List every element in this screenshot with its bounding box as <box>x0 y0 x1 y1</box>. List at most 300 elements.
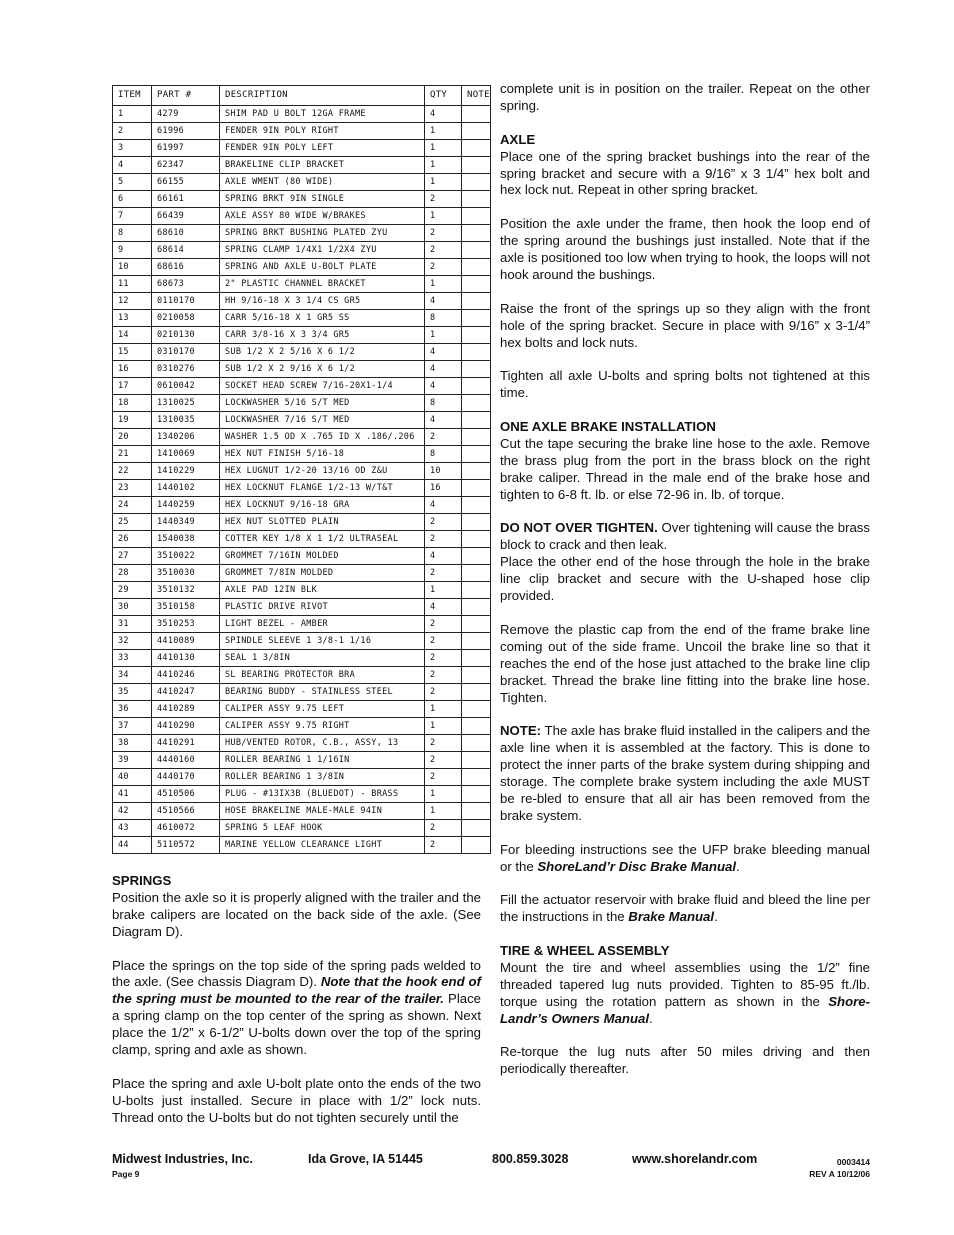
qty-cell: 2 <box>425 735 462 752</box>
part-number-cell: 4510566 <box>152 803 220 820</box>
part-number-cell: 1410069 <box>152 446 220 463</box>
table-row <box>113 514 491 531</box>
note-cell <box>462 820 491 837</box>
note-cell <box>462 446 491 463</box>
description-cell: HUB/VENTED ROTOR, C.B., ASSY, 13 <box>220 735 425 752</box>
item-cell: 10 <box>113 259 152 276</box>
table-row <box>113 106 491 123</box>
description-cell: PLUG - #13IX3B (BLUEDOT) - BRASS <box>220 786 425 803</box>
brake-p6-text: Fill the actuator reservoir with brake fluid and bleed the line per the instructions in the <box>500 892 870 925</box>
table-row <box>113 378 491 395</box>
description-cell: HEX LUGNUT 1/2-20 13/16 OD Z&U <box>220 463 425 480</box>
item-cell: 19 <box>113 412 152 429</box>
springs-paragraph-2 <box>112 958 481 1059</box>
table-row <box>113 327 491 344</box>
table-row <box>113 412 491 429</box>
part-number-cell: 4510506 <box>152 786 220 803</box>
table-row <box>113 582 491 599</box>
part-number-cell: 1340206 <box>152 429 220 446</box>
item-cell: 44 <box>113 837 152 854</box>
table-row <box>113 616 491 633</box>
note-cell <box>462 684 491 701</box>
tire-paragraph-1 <box>500 960 870 1028</box>
description-cell: HEX LOCKNUT FLANGE 1/2-13 W/T&T <box>220 480 425 497</box>
tire-paragraph-2: Re-torque the lug nuts after 50 miles driving and then periodically thereafter. <box>500 1044 870 1077</box>
item-cell: 32 <box>113 633 152 650</box>
brake-paragraph-1: Cut the tape securing the brake line hose to the axle. Remove the brass plug from the port in the brass block on the right brake caliper. Thread in the male end of the brake hose and tighten to 6-8 ft. lb. or else 72-96 in. lb. of torque. <box>500 435 870 502</box>
qty-cell: 4 <box>425 497 462 514</box>
part-number-cell: 4410291 <box>152 735 220 752</box>
note-cell <box>462 361 491 378</box>
item-cell: 22 <box>113 463 152 480</box>
footer-city: Ida Grove, IA 51445 <box>308 1152 423 1166</box>
table-row <box>113 480 491 497</box>
springs-paragraph-3: Place the spring and axle U-bolt plate onto the ends of the two U-bolts just installed. Secure in place with 1/2” lock nuts. Thread onto the U-bolts but do not tighten securely until the <box>112 1075 481 1125</box>
qty-cell: 2 <box>425 429 462 446</box>
description-cell: CALIPER ASSY 9.75 RIGHT <box>220 718 425 735</box>
qty-cell: 2 <box>425 667 462 684</box>
table-row <box>113 599 491 616</box>
table-row <box>113 548 491 565</box>
left-text-column <box>112 873 481 1127</box>
right-text-column <box>500 81 870 1078</box>
note-cell <box>462 599 491 616</box>
qty-cell: 1 <box>425 157 462 174</box>
part-number-cell: 4440170 <box>152 769 220 786</box>
table-row <box>113 174 491 191</box>
note-cell <box>462 514 491 531</box>
table-row <box>113 769 491 786</box>
part-number-cell: 3510253 <box>152 616 220 633</box>
description-cell: LOCKWASHER 5/16 S/T MED <box>220 395 425 412</box>
qty-cell: 1 <box>425 718 462 735</box>
note-cell <box>462 531 491 548</box>
note-cell <box>462 769 491 786</box>
part-number-cell: 1410229 <box>152 463 220 480</box>
item-cell: 36 <box>113 701 152 718</box>
brake-manual-ref-2: Brake Manual <box>628 909 715 925</box>
part-number-cell: 3510022 <box>152 548 220 565</box>
note-cell <box>462 667 491 684</box>
tire-p1-text: Mount the tire and wheel assemblies using the 1/2” fine threaded tapered lug nuts provided. Tighten to 85-95 ft./lb. torque using the rotation pattern as shown in the <box>500 959 870 1009</box>
springs-p2-emphasis: Note that the hook end of the spring must be mounted to the rear of the trailer. <box>112 974 481 1007</box>
table-row <box>113 701 491 718</box>
description-cell: FENDER 9IN POLY RIGHT <box>220 123 425 140</box>
note-cell <box>462 310 491 327</box>
qty-cell: 4 <box>425 378 462 395</box>
qty-cell: 4 <box>425 106 462 123</box>
note-cell <box>462 565 491 582</box>
description-cell: PLASTIC DRIVE RIVOT <box>220 599 425 616</box>
table-row <box>113 786 491 803</box>
note-cell <box>462 718 491 735</box>
table-row <box>113 531 491 548</box>
table-row <box>113 463 491 480</box>
item-cell: 20 <box>113 429 152 446</box>
header-note: NOTE <box>462 86 491 106</box>
table-row <box>113 361 491 378</box>
description-cell: SHIM PAD U BOLT 12GA FRAME <box>220 106 425 123</box>
part-number-cell: 1540038 <box>152 531 220 548</box>
note-cell <box>462 395 491 412</box>
item-cell: 8 <box>113 225 152 242</box>
description-cell: SPRING BRKT 9IN SINGLE <box>220 191 425 208</box>
description-cell: COTTER KEY 1/8 X 1 1/2 ULTRASEAL <box>220 531 425 548</box>
brake-note-label: NOTE: <box>500 723 542 739</box>
qty-cell: 16 <box>425 480 462 497</box>
description-cell: GROMMET 7/16IN MOLDED <box>220 548 425 565</box>
description-cell: ROLLER BEARING 1 1/16IN <box>220 752 425 769</box>
table-row <box>113 446 491 463</box>
table-row <box>113 140 491 157</box>
qty-cell: 8 <box>425 395 462 412</box>
part-number-cell: 1310035 <box>152 412 220 429</box>
qty-cell: 1 <box>425 327 462 344</box>
qty-cell: 1 <box>425 276 462 293</box>
brake-p2-text: Over tightening will cause the brass block to crack and then leak. <box>500 520 870 553</box>
table-row <box>113 208 491 225</box>
description-cell: HEX LOCKNUT 9/16-18 GRA <box>220 497 425 514</box>
brake-paragraph-5 <box>500 842 870 876</box>
description-cell: WASHER 1.5 OD X .765 ID X .186/.206 <box>220 429 425 446</box>
item-cell: 2 <box>113 123 152 140</box>
table-row <box>113 718 491 735</box>
table-row <box>113 735 491 752</box>
qty-cell: 1 <box>425 174 462 191</box>
note-cell <box>462 276 491 293</box>
note-cell <box>462 344 491 361</box>
part-number-cell: 0110170 <box>152 293 220 310</box>
qty-cell: 2 <box>425 684 462 701</box>
note-cell <box>462 140 491 157</box>
description-cell: SPRING BRKT BUSHING PLATED ZYU <box>220 225 425 242</box>
item-cell: 17 <box>113 378 152 395</box>
header-description: DESCRIPTION <box>220 86 425 106</box>
description-cell: ROLLER BEARING 1 3/8IN <box>220 769 425 786</box>
part-number-cell: 1310025 <box>152 395 220 412</box>
footer-revision: REV A 10/12/06 <box>809 1169 870 1179</box>
part-number-cell: 0310276 <box>152 361 220 378</box>
table-row <box>113 225 491 242</box>
item-cell: 35 <box>113 684 152 701</box>
item-cell: 29 <box>113 582 152 599</box>
description-cell: HEX NUT SLOTTED PLAIN <box>220 514 425 531</box>
continued-paragraph: complete unit is in position on the trailer. Repeat on the other spring. <box>500 81 870 113</box>
table-row <box>113 837 491 854</box>
qty-cell: 4 <box>425 344 462 361</box>
note-cell <box>462 412 491 429</box>
qty-cell: 4 <box>425 548 462 565</box>
springs-p2-text: Place the springs on the top side of the spring pads welded to the axle. (See chassis Diagram D). <box>112 957 481 990</box>
brake-p6-end: . <box>714 909 718 925</box>
qty-cell: 2 <box>425 225 462 242</box>
item-cell: 24 <box>113 497 152 514</box>
item-cell: 25 <box>113 514 152 531</box>
item-cell: 5 <box>113 174 152 191</box>
item-cell: 33 <box>113 650 152 667</box>
description-cell: AXLE ASSY 80 WIDE W/BRAKES <box>220 208 425 225</box>
description-cell: LOCKWASHER 7/16 S/T MED <box>220 412 425 429</box>
part-number-cell: 61996 <box>152 123 220 140</box>
axle-paragraph-2: Position the axle under the frame, then hook the loop end of the spring around the bushings just installed. Note that if the axle is positioned too low when trying to hook, the loops will not hook around the bushings. <box>500 216 870 282</box>
part-number-cell: 68673 <box>152 276 220 293</box>
brake-p5-end: . <box>736 858 740 874</box>
axle-paragraph-1: Place one of the spring bracket bushings into the rear of the spring bracket and secure with a 9/16” x 3 1/4” hex bolt and hex lock nut. Repeat in other spring bracket. <box>500 148 870 198</box>
note-cell <box>462 208 491 225</box>
part-number-cell: 4410089 <box>152 633 220 650</box>
part-number-cell: 68614 <box>152 242 220 259</box>
note-cell <box>462 327 491 344</box>
note-cell <box>462 616 491 633</box>
qty-cell: 10 <box>425 463 462 480</box>
qty-cell: 1 <box>425 803 462 820</box>
part-number-cell: 3510132 <box>152 582 220 599</box>
note-cell <box>462 735 491 752</box>
part-number-cell: 3510158 <box>152 599 220 616</box>
qty-cell: 8 <box>425 446 462 463</box>
note-cell <box>462 106 491 123</box>
qty-cell: 1 <box>425 140 462 157</box>
part-number-cell: 68616 <box>152 259 220 276</box>
description-cell: HOSE BRAKELINE MALE-MALE 94IN <box>220 803 425 820</box>
springs-heading: SPRINGS <box>112 873 172 888</box>
axle-heading: AXLE <box>500 131 536 147</box>
item-cell: 16 <box>113 361 152 378</box>
footer-doc-number: 0003414 <box>836 1157 870 1167</box>
part-number-cell: 4410246 <box>152 667 220 684</box>
description-cell: 2" PLASTIC CHANNEL BRACKET <box>220 276 425 293</box>
header-part: PART # <box>152 86 220 106</box>
table-row <box>113 344 491 361</box>
parts-table <box>112 85 491 854</box>
part-number-cell: 4410247 <box>152 684 220 701</box>
description-cell: LIGHT BEZEL - AMBER <box>220 616 425 633</box>
note-cell <box>462 225 491 242</box>
part-number-cell: 0210130 <box>152 327 220 344</box>
brake-paragraph-2 <box>500 520 870 554</box>
table-row <box>113 123 491 140</box>
table-row <box>113 293 491 310</box>
note-cell <box>462 701 491 718</box>
brake-p4-text: The axle has brake fluid installed in the calipers and the axle line when it is assembled at the factory. This is done to protect the inner parts of the brake system during shipping and storage. The complete brake system including the axle MUST be re-bled to ensure that all air has been removed from the brake system. <box>500 723 870 823</box>
note-cell <box>462 123 491 140</box>
part-number-cell: 66439 <box>152 208 220 225</box>
item-cell: 31 <box>113 616 152 633</box>
part-number-cell: 1440349 <box>152 514 220 531</box>
footer-company: Midwest Industries, Inc. <box>112 1152 253 1166</box>
item-cell: 9 <box>113 242 152 259</box>
description-cell: SPRING 5 LEAF HOOK <box>220 820 425 837</box>
springs-p2-text-end: Place a spring clamp on the top center of the spring as shown. Next place the 1/2” x 6-1/2” U-bolts down over the top of the spring clamp, spring and axle as shown. <box>112 991 482 1058</box>
description-cell: CARR 5/16-18 X 1 GR5 SS <box>220 310 425 327</box>
part-number-cell: 0210058 <box>152 310 220 327</box>
qty-cell: 2 <box>425 242 462 259</box>
tire-p1-end: . <box>649 1010 653 1026</box>
qty-cell: 4 <box>425 599 462 616</box>
description-cell: HH 9/16-18 X 3 1/4 CS GR5 <box>220 293 425 310</box>
item-cell: 34 <box>113 667 152 684</box>
table-row <box>113 242 491 259</box>
item-cell: 27 <box>113 548 152 565</box>
note-cell <box>462 548 491 565</box>
table-row <box>113 276 491 293</box>
note-cell <box>462 837 491 854</box>
note-cell <box>462 497 491 514</box>
table-row <box>113 565 491 582</box>
description-cell: SUB 1/2 X 2 5/16 X 6 1/2 <box>220 344 425 361</box>
table-row <box>113 310 491 327</box>
part-number-cell: 4440160 <box>152 752 220 769</box>
parts-table-header <box>113 86 491 106</box>
qty-cell: 2 <box>425 769 462 786</box>
axle-paragraph-4: Tighten all axle U-bolts and spring bolts not tightened at this time. <box>500 368 870 401</box>
brake-paragraph-6 <box>500 892 870 926</box>
header-item: ITEM <box>113 86 152 106</box>
table-row <box>113 633 491 650</box>
qty-cell: 2 <box>425 514 462 531</box>
description-cell: SEAL 1 3/8IN <box>220 650 425 667</box>
item-cell: 1 <box>113 106 152 123</box>
item-cell: 13 <box>113 310 152 327</box>
qty-cell: 4 <box>425 293 462 310</box>
item-cell: 30 <box>113 599 152 616</box>
footer-website: www.shorelandr.com <box>632 1152 758 1166</box>
qty-cell: 2 <box>425 616 462 633</box>
part-number-cell: 4610072 <box>152 820 220 837</box>
description-cell: CALIPER ASSY 9.75 LEFT <box>220 701 425 718</box>
part-number-cell: 68610 <box>152 225 220 242</box>
table-row <box>113 820 491 837</box>
table-row <box>113 395 491 412</box>
qty-cell: 2 <box>425 650 462 667</box>
table-row <box>113 752 491 769</box>
note-cell <box>462 174 491 191</box>
brake-manual-ref: ShoreLand’r Disc Brake Manual <box>537 858 736 874</box>
description-cell: SPRING CLAMP 1/4X1 1/2X4 ZYU <box>220 242 425 259</box>
owners-manual-ref: Shore-Landr’s Owners Manual <box>500 993 870 1026</box>
part-number-cell: 4410290 <box>152 718 220 735</box>
item-cell: 41 <box>113 786 152 803</box>
tire-heading: TIRE & WHEEL ASSEMBLY <box>500 943 670 959</box>
description-cell: SOCKET HEAD SCREW 7/16-20X1-1/4 <box>220 378 425 395</box>
brake-paragraph-4 <box>500 723 870 824</box>
part-number-cell: 5110572 <box>152 837 220 854</box>
part-number-cell: 1440259 <box>152 497 220 514</box>
description-cell: AXLE PAD 12IN BLK <box>220 582 425 599</box>
part-number-cell: 62347 <box>152 157 220 174</box>
description-cell: FENDER 9IN POLY LEFT <box>220 140 425 157</box>
item-cell: 21 <box>113 446 152 463</box>
qty-cell: 2 <box>425 565 462 582</box>
item-cell: 43 <box>113 820 152 837</box>
description-cell: MARINE YELLOW CLEARANCE LIGHT <box>220 837 425 854</box>
note-cell <box>462 582 491 599</box>
brake-paragraph-3: Remove the plastic cap from the end of the frame brake line coming out of the side frame. Uncoil the brake line so that it reaches the end of the hose just attached to the brake line clip bracket. Thread the brake line fitting into the brake line hose. Tighten. <box>500 621 870 705</box>
brake-paragraph-2b: Place the other end of the hose through the hole in the brake line clip bracket and secure with the U-shaped hose clip provided. <box>500 554 870 604</box>
item-cell: 28 <box>113 565 152 582</box>
part-number-cell: 1440102 <box>152 480 220 497</box>
note-cell <box>462 650 491 667</box>
table-row <box>113 259 491 276</box>
qty-cell: 2 <box>425 191 462 208</box>
qty-cell: 1 <box>425 582 462 599</box>
note-cell <box>462 752 491 769</box>
table-row <box>113 684 491 701</box>
description-cell: SL BEARING PROTECTOR BRA <box>220 667 425 684</box>
description-cell: BRAKELINE CLIP BRACKET <box>220 157 425 174</box>
qty-cell: 4 <box>425 412 462 429</box>
springs-paragraph-1: Position the axle so it is properly aligned with the trailer and the brake calipers are located on the back side of the axle. (See Diagram D). <box>112 889 481 939</box>
note-cell <box>462 293 491 310</box>
qty-cell: 8 <box>425 310 462 327</box>
item-cell: 6 <box>113 191 152 208</box>
part-number-cell: 0310170 <box>152 344 220 361</box>
item-cell: 37 <box>113 718 152 735</box>
note-cell <box>462 429 491 446</box>
table-row <box>113 667 491 684</box>
qty-cell: 1 <box>425 123 462 140</box>
item-cell: 11 <box>113 276 152 293</box>
part-number-cell: 4410130 <box>152 650 220 667</box>
note-cell <box>462 633 491 650</box>
note-cell <box>462 157 491 174</box>
item-cell: 18 <box>113 395 152 412</box>
header-qty: QTY <box>425 86 462 106</box>
item-cell: 7 <box>113 208 152 225</box>
axle-paragraph-3: Raise the front of the springs up so they align with the front hole of the spring bracket. Secure in place with 9/16” x 3-1/4” hex bolts and lock nuts. <box>500 300 870 350</box>
note-cell <box>462 259 491 276</box>
note-cell <box>462 480 491 497</box>
item-cell: 15 <box>113 344 152 361</box>
qty-cell: 2 <box>425 259 462 276</box>
parts-table-body <box>113 106 491 854</box>
description-cell: SUB 1/2 X 2 9/16 X 6 1/2 <box>220 361 425 378</box>
item-cell: 4 <box>113 157 152 174</box>
description-cell: BEARING BUDDY - STAINLESS STEEL <box>220 684 425 701</box>
qty-cell: 2 <box>425 752 462 769</box>
table-row <box>113 650 491 667</box>
qty-cell: 2 <box>425 837 462 854</box>
qty-cell: 2 <box>425 531 462 548</box>
footer-phone: 800.859.3028 <box>492 1152 569 1166</box>
table-row <box>113 429 491 446</box>
table-row <box>113 191 491 208</box>
part-number-cell: 4279 <box>152 106 220 123</box>
description-cell: AXLE WMENT (80 WIDE) <box>220 174 425 191</box>
description-cell: HEX NUT FINISH 5/16-18 <box>220 446 425 463</box>
item-cell: 3 <box>113 140 152 157</box>
item-cell: 26 <box>113 531 152 548</box>
qty-cell: 1 <box>425 701 462 718</box>
description-cell: SPRING AND AXLE U-BOLT PLATE <box>220 259 425 276</box>
item-cell: 39 <box>113 752 152 769</box>
description-cell: GROMMET 7/8IN MOLDED <box>220 565 425 582</box>
description-cell: SPINDLE SLEEVE 1 3/8-1 1/16 <box>220 633 425 650</box>
page-footer <box>112 1152 870 1182</box>
description-cell: CARR 3/8-16 X 3 3/4 GR5 <box>220 327 425 344</box>
qty-cell: 1 <box>425 786 462 803</box>
qty-cell: 4 <box>425 361 462 378</box>
item-cell: 14 <box>113 327 152 344</box>
qty-cell: 1 <box>425 208 462 225</box>
note-cell <box>462 242 491 259</box>
table-row <box>113 497 491 514</box>
item-cell: 40 <box>113 769 152 786</box>
note-cell <box>462 786 491 803</box>
qty-cell: 2 <box>425 633 462 650</box>
qty-cell: 2 <box>425 820 462 837</box>
table-row <box>113 157 491 174</box>
